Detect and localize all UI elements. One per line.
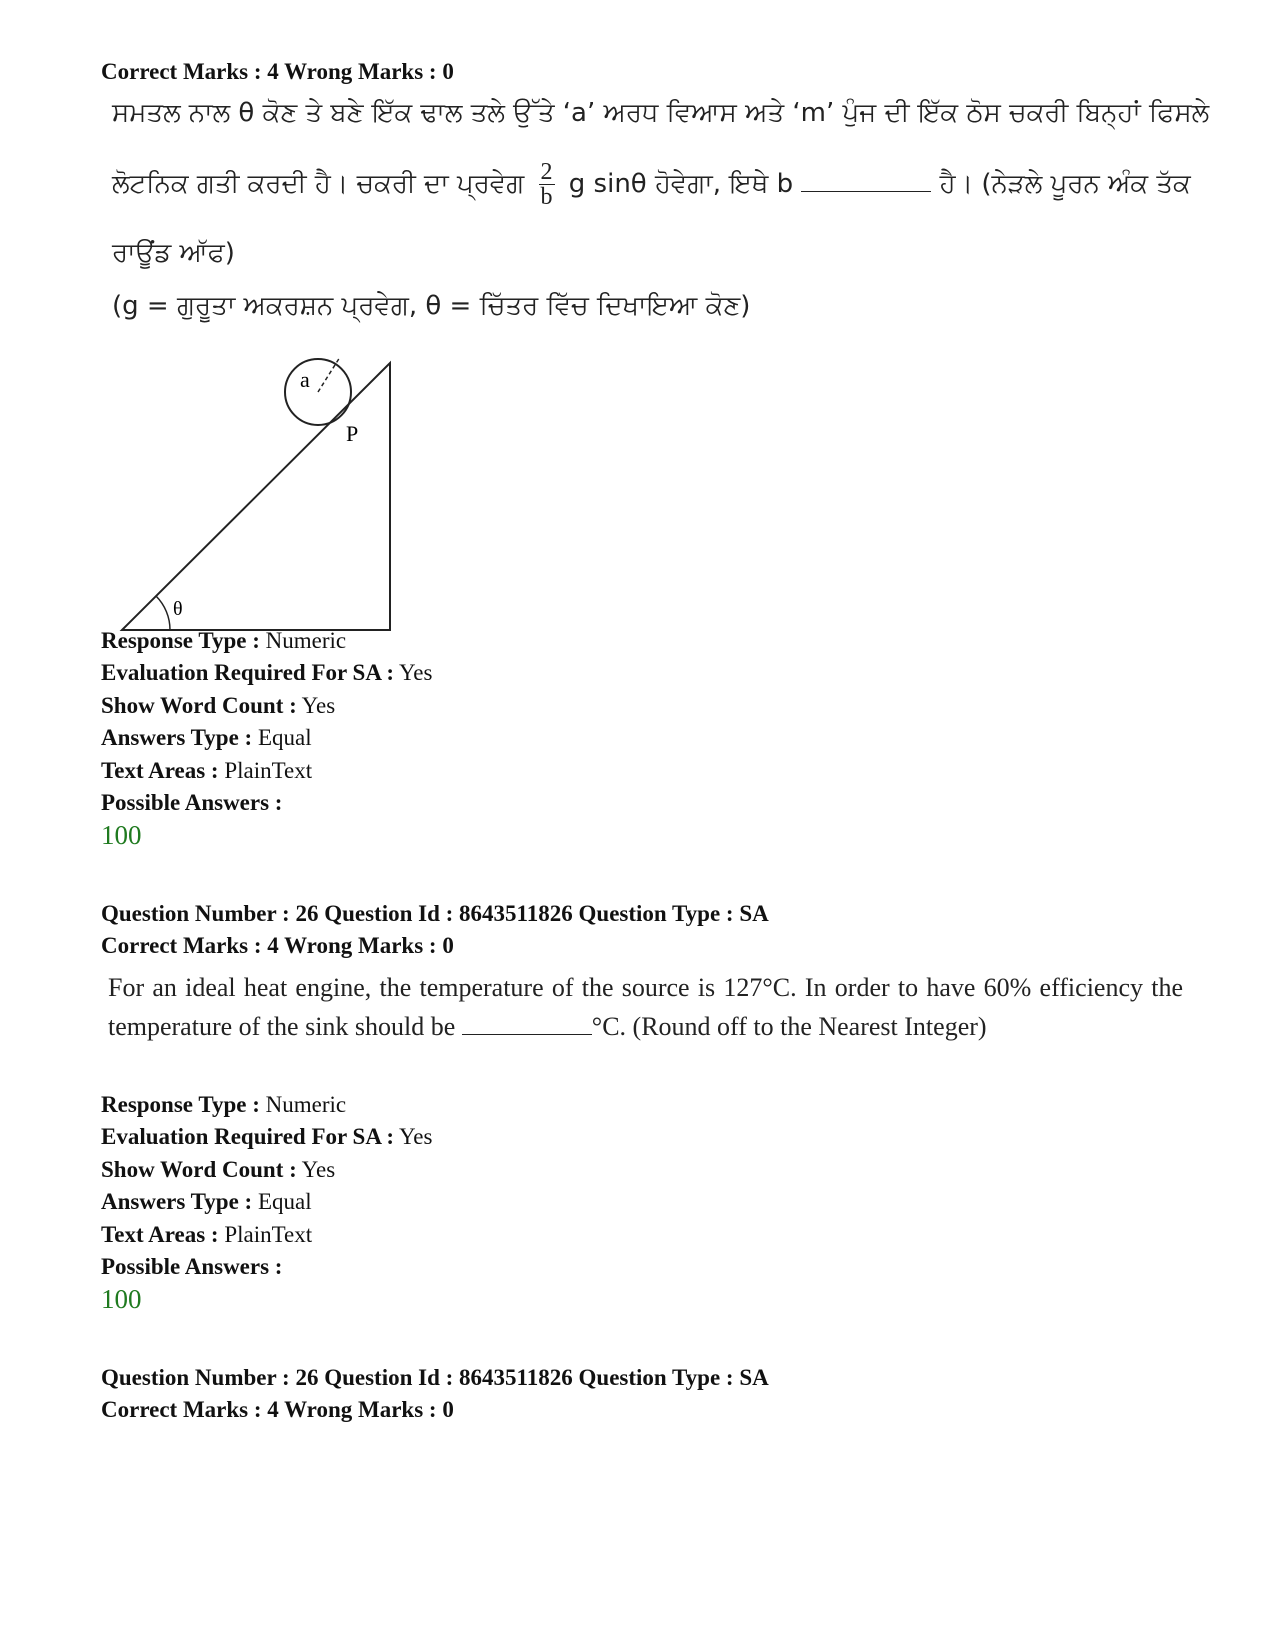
q26-meta-label: Show Word Count : bbox=[101, 1156, 297, 1182]
q25-text-line3: ਰਾਊਂਡ ਆੱਫ) bbox=[112, 238, 235, 268]
label-a: a bbox=[300, 367, 310, 392]
label-theta: θ bbox=[173, 598, 183, 620]
q25-meta-label: Text Areas : bbox=[101, 757, 219, 783]
angle-arc bbox=[156, 596, 170, 630]
q25-meta-row bbox=[101, 788, 282, 818]
q25-meta-row bbox=[101, 658, 432, 688]
q26-header: Question Number : 26 Question Id : 8643511826 Question Type : SA bbox=[101, 901, 769, 926]
q25-marks: Correct Marks : 4 Wrong Marks : 0 bbox=[101, 59, 454, 84]
q26-meta-label: Evaluation Required For SA : bbox=[101, 1124, 395, 1150]
q25-answer-blank bbox=[801, 171, 931, 192]
q25-text-line4: (g = ਗੁਰੂਤਾ ਅਕਰਸ਼ਨ ਪ੍ਰਵੇਗ, θ = ਚਿੱਤਰ ਵਿੱਚ ਦਿਖਾਇਆ ਕੋਣ) bbox=[112, 291, 751, 321]
q25-meta-value: Yes bbox=[394, 660, 433, 686]
q26-meta-label: Response Type : bbox=[101, 1092, 260, 1117]
q25-meta-value: Yes bbox=[296, 692, 336, 718]
q25-meta-label: Show Word Count : bbox=[101, 692, 297, 718]
q25-meta-value: Numeric bbox=[259, 628, 347, 653]
q26b-marks: Correct Marks : 4 Wrong Marks : 0 bbox=[101, 1397, 454, 1422]
q26-meta-label: Answers Type : bbox=[101, 1189, 253, 1215]
q25-text-line2-c: ਹੈ। (ਨੇੜਲੇ ਪੂਰਨ ਅੰਕ ਤੱਕ bbox=[939, 169, 1191, 199]
q25-text-line2 bbox=[112, 160, 1191, 209]
q26-meta-label: Possible Answers : bbox=[101, 1254, 283, 1279]
q25-meta-value: PlainText bbox=[218, 757, 313, 783]
q26-meta-label: Text Areas : bbox=[101, 1221, 219, 1247]
q25-text-line2-a: ਲੋਟਨਿਕ ਗਤੀ ਕਰਦੀ ਹੈ। ਚਕਰੀ ਦਾ ਪ੍ਰਵੇਗ bbox=[112, 169, 525, 199]
q25-meta-label: Possible Answers : bbox=[101, 790, 283, 815]
q26-possible-answer: 100 bbox=[101, 1284, 142, 1314]
q25-meta-label: Answers Type : bbox=[101, 725, 253, 751]
radius-line bbox=[318, 357, 340, 392]
q25-meta-label: Evaluation Required For SA : bbox=[101, 660, 395, 686]
q26-meta-row bbox=[101, 1220, 312, 1250]
q25-meta-value: Equal bbox=[252, 725, 312, 751]
q26-meta-row bbox=[101, 1090, 346, 1120]
q25-meta-row bbox=[101, 626, 346, 656]
q25-possible-answer: 100 bbox=[101, 820, 142, 850]
q26-meta-value: Yes bbox=[394, 1124, 433, 1150]
q26-meta-value: Yes bbox=[296, 1156, 336, 1182]
q26-meta-value: Equal bbox=[252, 1189, 312, 1215]
q26-meta-row bbox=[101, 1122, 432, 1152]
q26-question-text bbox=[108, 968, 1183, 1046]
q26-marks: Correct Marks : 4 Wrong Marks : 0 bbox=[101, 933, 454, 958]
q25-text-line2-b: g sinθ ਹੋਵੇਗਾ, ਇਥੇ b bbox=[568, 169, 794, 199]
q26-text-b: °C. (Round off to the Nearest Integer) bbox=[591, 1012, 987, 1041]
q26-text-a: For an ideal heat engine, the temperature of the source is 127°C. In order to have 60% efficiency the temperature of the sink should be bbox=[108, 973, 1183, 1041]
q26-meta-row bbox=[101, 1155, 335, 1185]
q25-text-line1: ਸਮਤਲ ਨਾਲ θ ਕੋਣ ਤੇ ਬਣੇ ਇੱਕ ਢਾਲ ਤਲੇ ਉੱਤੇ ‘a’ ਅਰਧ ਵਿਆਸ ਅਤੇ ‘m’ ਪੁੰਜ ਦੀ ਇੱਕ ਠੋਸ ਚਕਰੀ ਬਿਨ੍ਹਾਂ ਫਿਸਲੇ bbox=[112, 98, 1210, 128]
q25-meta-row bbox=[101, 723, 312, 753]
q25-fraction bbox=[539, 160, 555, 209]
q26-answer-blank bbox=[462, 1014, 592, 1035]
q25-meta-label: Response Type : bbox=[101, 628, 260, 653]
q25-meta-row bbox=[101, 756, 312, 786]
q25-meta-row bbox=[101, 691, 335, 721]
q26-meta-value: Numeric bbox=[259, 1092, 347, 1117]
q26-meta-value: PlainText bbox=[218, 1221, 313, 1247]
q25-frac-num: 2 bbox=[540, 159, 553, 185]
label-p: P bbox=[346, 421, 359, 446]
incline-diagram bbox=[110, 345, 400, 635]
q26-meta-row bbox=[101, 1252, 282, 1282]
q26b-header: Question Number : 26 Question Id : 8643511826 Question Type : SA bbox=[101, 1365, 769, 1390]
q25-frac-den: b bbox=[540, 184, 553, 210]
q26-meta-row bbox=[101, 1187, 312, 1217]
